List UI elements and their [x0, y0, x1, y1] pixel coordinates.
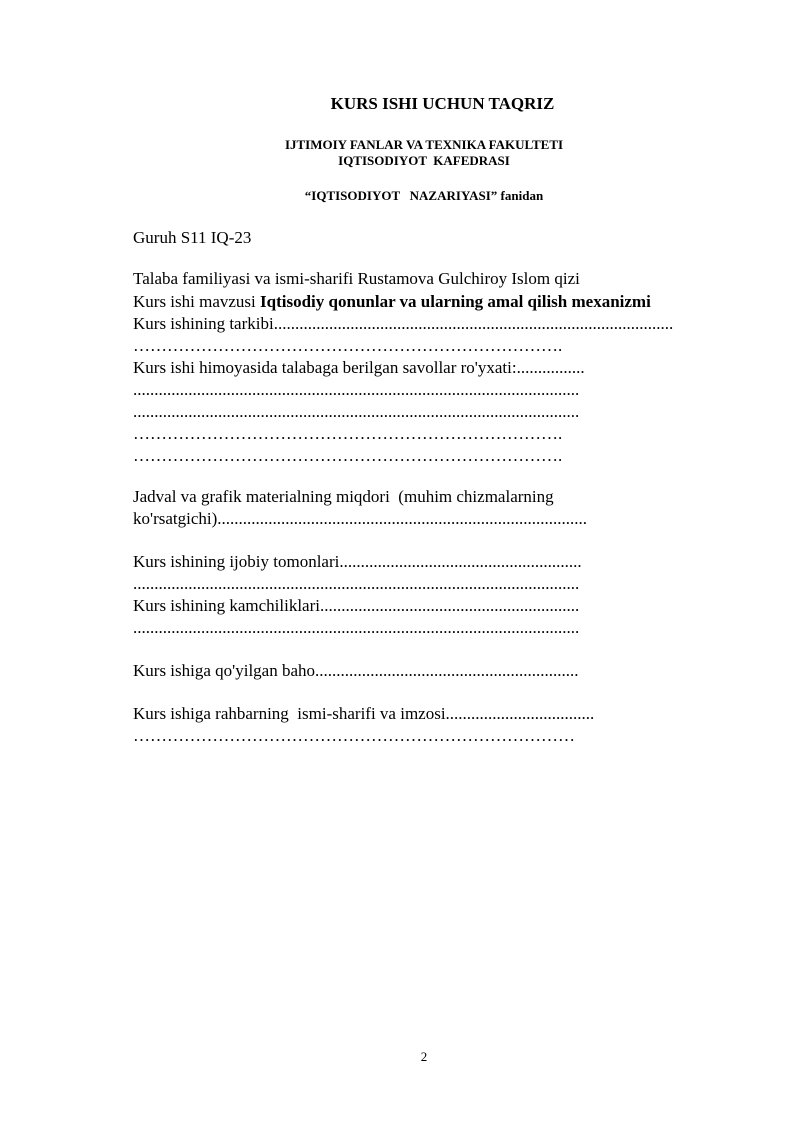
student-label: Talaba familiyasi va ismi-sharifi: [133, 269, 358, 288]
tables-continuation: ko'rsatgichi).......................................................................................: [133, 509, 588, 528]
tables-label: Jadval va grafik materialning miqdori (muhim chizmalarning: [133, 487, 554, 506]
document-title: KURS ISHI UCHUN TAQRIZ: [330, 94, 555, 113]
topic-value: Iqtisodiy qonunlar va ularning amal qilish mexanizmi: [260, 292, 651, 311]
grade-line: Kurs ishiga qo'yilgan baho..............................................................: [133, 661, 579, 680]
supervisor-continuation: ……………………………………………………………………: [133, 726, 575, 745]
shortcomings-line: Kurs ishining kamchiliklari.............................................................: [133, 596, 580, 615]
department-name: IQTISODIYOT KAFEDRASI: [338, 153, 510, 168]
questions-dots-1: .........................................................................................................: [133, 380, 580, 399]
faculty-name: IJTIMOIY FANLAR VA TEXNIKA FAKULTETI: [284, 137, 564, 152]
questions-line: Kurs ishi himoyasida talabaga berilgan savollar ro'yxati:................: [133, 358, 585, 377]
shortcomings-continuation: .........................................................................................................: [133, 618, 580, 637]
topic-label: Kurs ishi mavzusi: [133, 292, 261, 311]
topic-line: [133, 291, 651, 313]
subject-name: “IQTISODIYOT NAZARIYASI” fanidan: [304, 188, 544, 203]
positive-continuation: .........................................................................................................: [133, 574, 580, 593]
questions-dots-2: .........................................................................................................: [133, 402, 580, 421]
group-line: Guruh S11 IQ-23: [133, 228, 252, 247]
student-value: Rustamova Gulchiroy Islom qizi: [357, 269, 580, 288]
supervisor-line: Kurs ishiga rahbarning ismi-sharifi va imzosi...................................: [133, 704, 595, 723]
positive-line: Kurs ishining ijobiy tomonlari.........................................................: [133, 552, 582, 571]
questions-dots-4: ………………………………………………………………….: [133, 446, 563, 465]
structure-line: Kurs ishining tarkibi..............................................................................................: [133, 314, 674, 333]
structure-continuation: ………………………………………………………………….: [133, 336, 563, 355]
page-number: 2: [420, 1049, 428, 1064]
student-line: [133, 268, 580, 290]
questions-dots-3: ………………………………………………………………….: [133, 424, 563, 443]
